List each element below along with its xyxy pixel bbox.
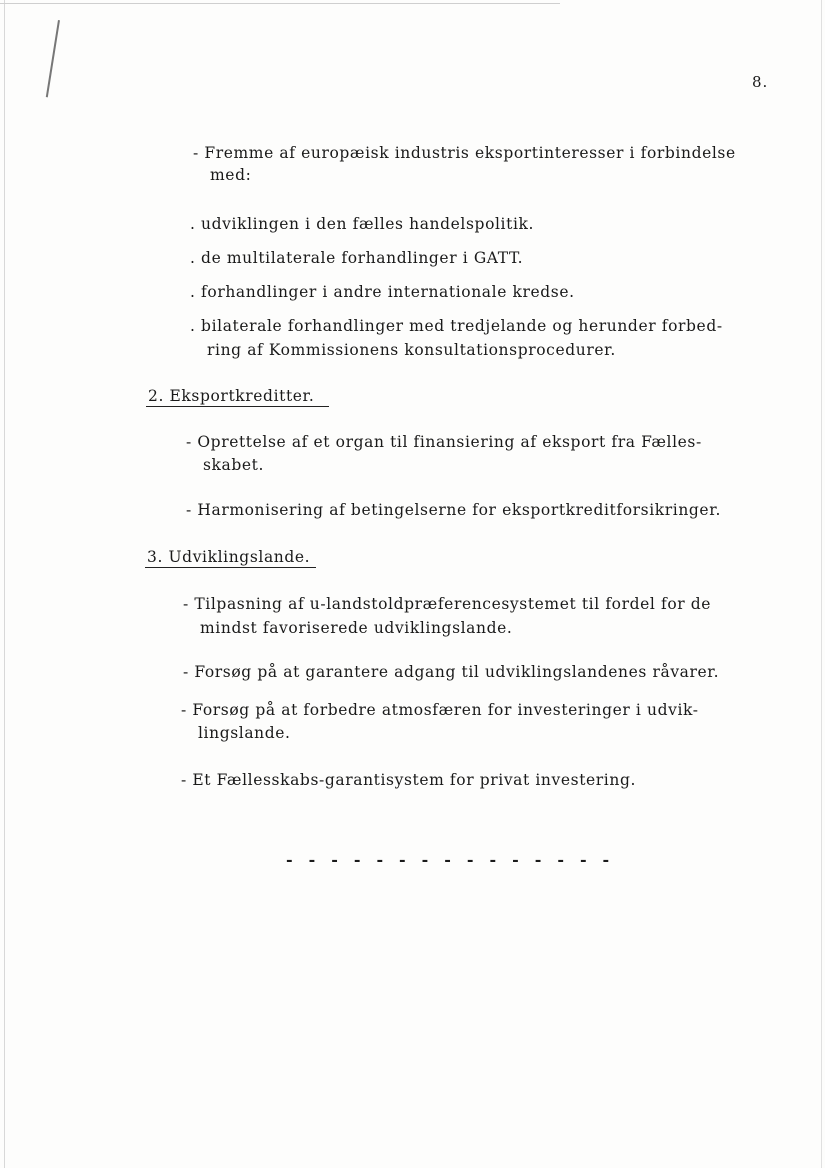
section-3-heading-underline bbox=[145, 567, 316, 568]
section-1-bullet-4-continuation: ring af Kommissionens konsultationsprocedurer. bbox=[207, 341, 616, 359]
scan-top-edge bbox=[0, 3, 560, 4]
section-3-item-3-line-1: - Forsøg på at forbedre atmosfæren for investeringer i udvik- bbox=[181, 701, 699, 719]
scan-right-edge bbox=[821, 0, 822, 1168]
section-2-item-1-line-1: - Oprettelse af et organ til finansiering af eksport fra Fælles- bbox=[186, 433, 702, 451]
section-1-bullet-1: . udviklingen i den fælles handelspolitik. bbox=[190, 215, 535, 233]
section-1-bullet-2: . de multilaterale forhandlinger i GATT. bbox=[190, 249, 524, 267]
section-2-heading-underline bbox=[146, 406, 329, 407]
section-2-heading: 2. Eksportkreditter. bbox=[148, 387, 315, 405]
end-of-document-dashes: - - - - - - - - - - - - - - - bbox=[286, 850, 615, 869]
pencil-mark bbox=[46, 20, 60, 97]
page-number: 8. bbox=[752, 73, 769, 91]
section-3-heading: 3. Udviklingslande. bbox=[147, 548, 311, 566]
section-2-item-1-line-2: skabet. bbox=[203, 456, 265, 474]
scan-left-edge bbox=[4, 0, 5, 1168]
section-1-bullet-4: . bilaterale forhandlinger med tredjelande og herunder forbed- bbox=[190, 317, 723, 335]
section-3-item-1-line-2: mindst favoriserede udviklingslande. bbox=[200, 619, 513, 637]
section-1-bullet-3: . forhandlinger i andre internationale kredse. bbox=[190, 283, 575, 301]
section-3-item-1-line-1: - Tilpasning af u-landstoldpræferencesystemet til fordel for de bbox=[183, 595, 712, 613]
section-1-intro-line-2: med: bbox=[210, 166, 252, 184]
section-3-item-3-line-2: lingslande. bbox=[198, 724, 291, 742]
section-2-item-2: - Harmonisering af betingelserne for eksportkreditforsikringer. bbox=[186, 501, 722, 519]
section-3-item-2: - Forsøg på at garantere adgang til udviklingslandenes råvarer. bbox=[183, 663, 720, 681]
section-3-item-4: - Et Fællesskabs-garantisystem for privat investering. bbox=[181, 771, 636, 789]
section-1-intro-line-1: - Fremme af europæisk industris eksportinteresser i forbindelse bbox=[193, 144, 736, 162]
